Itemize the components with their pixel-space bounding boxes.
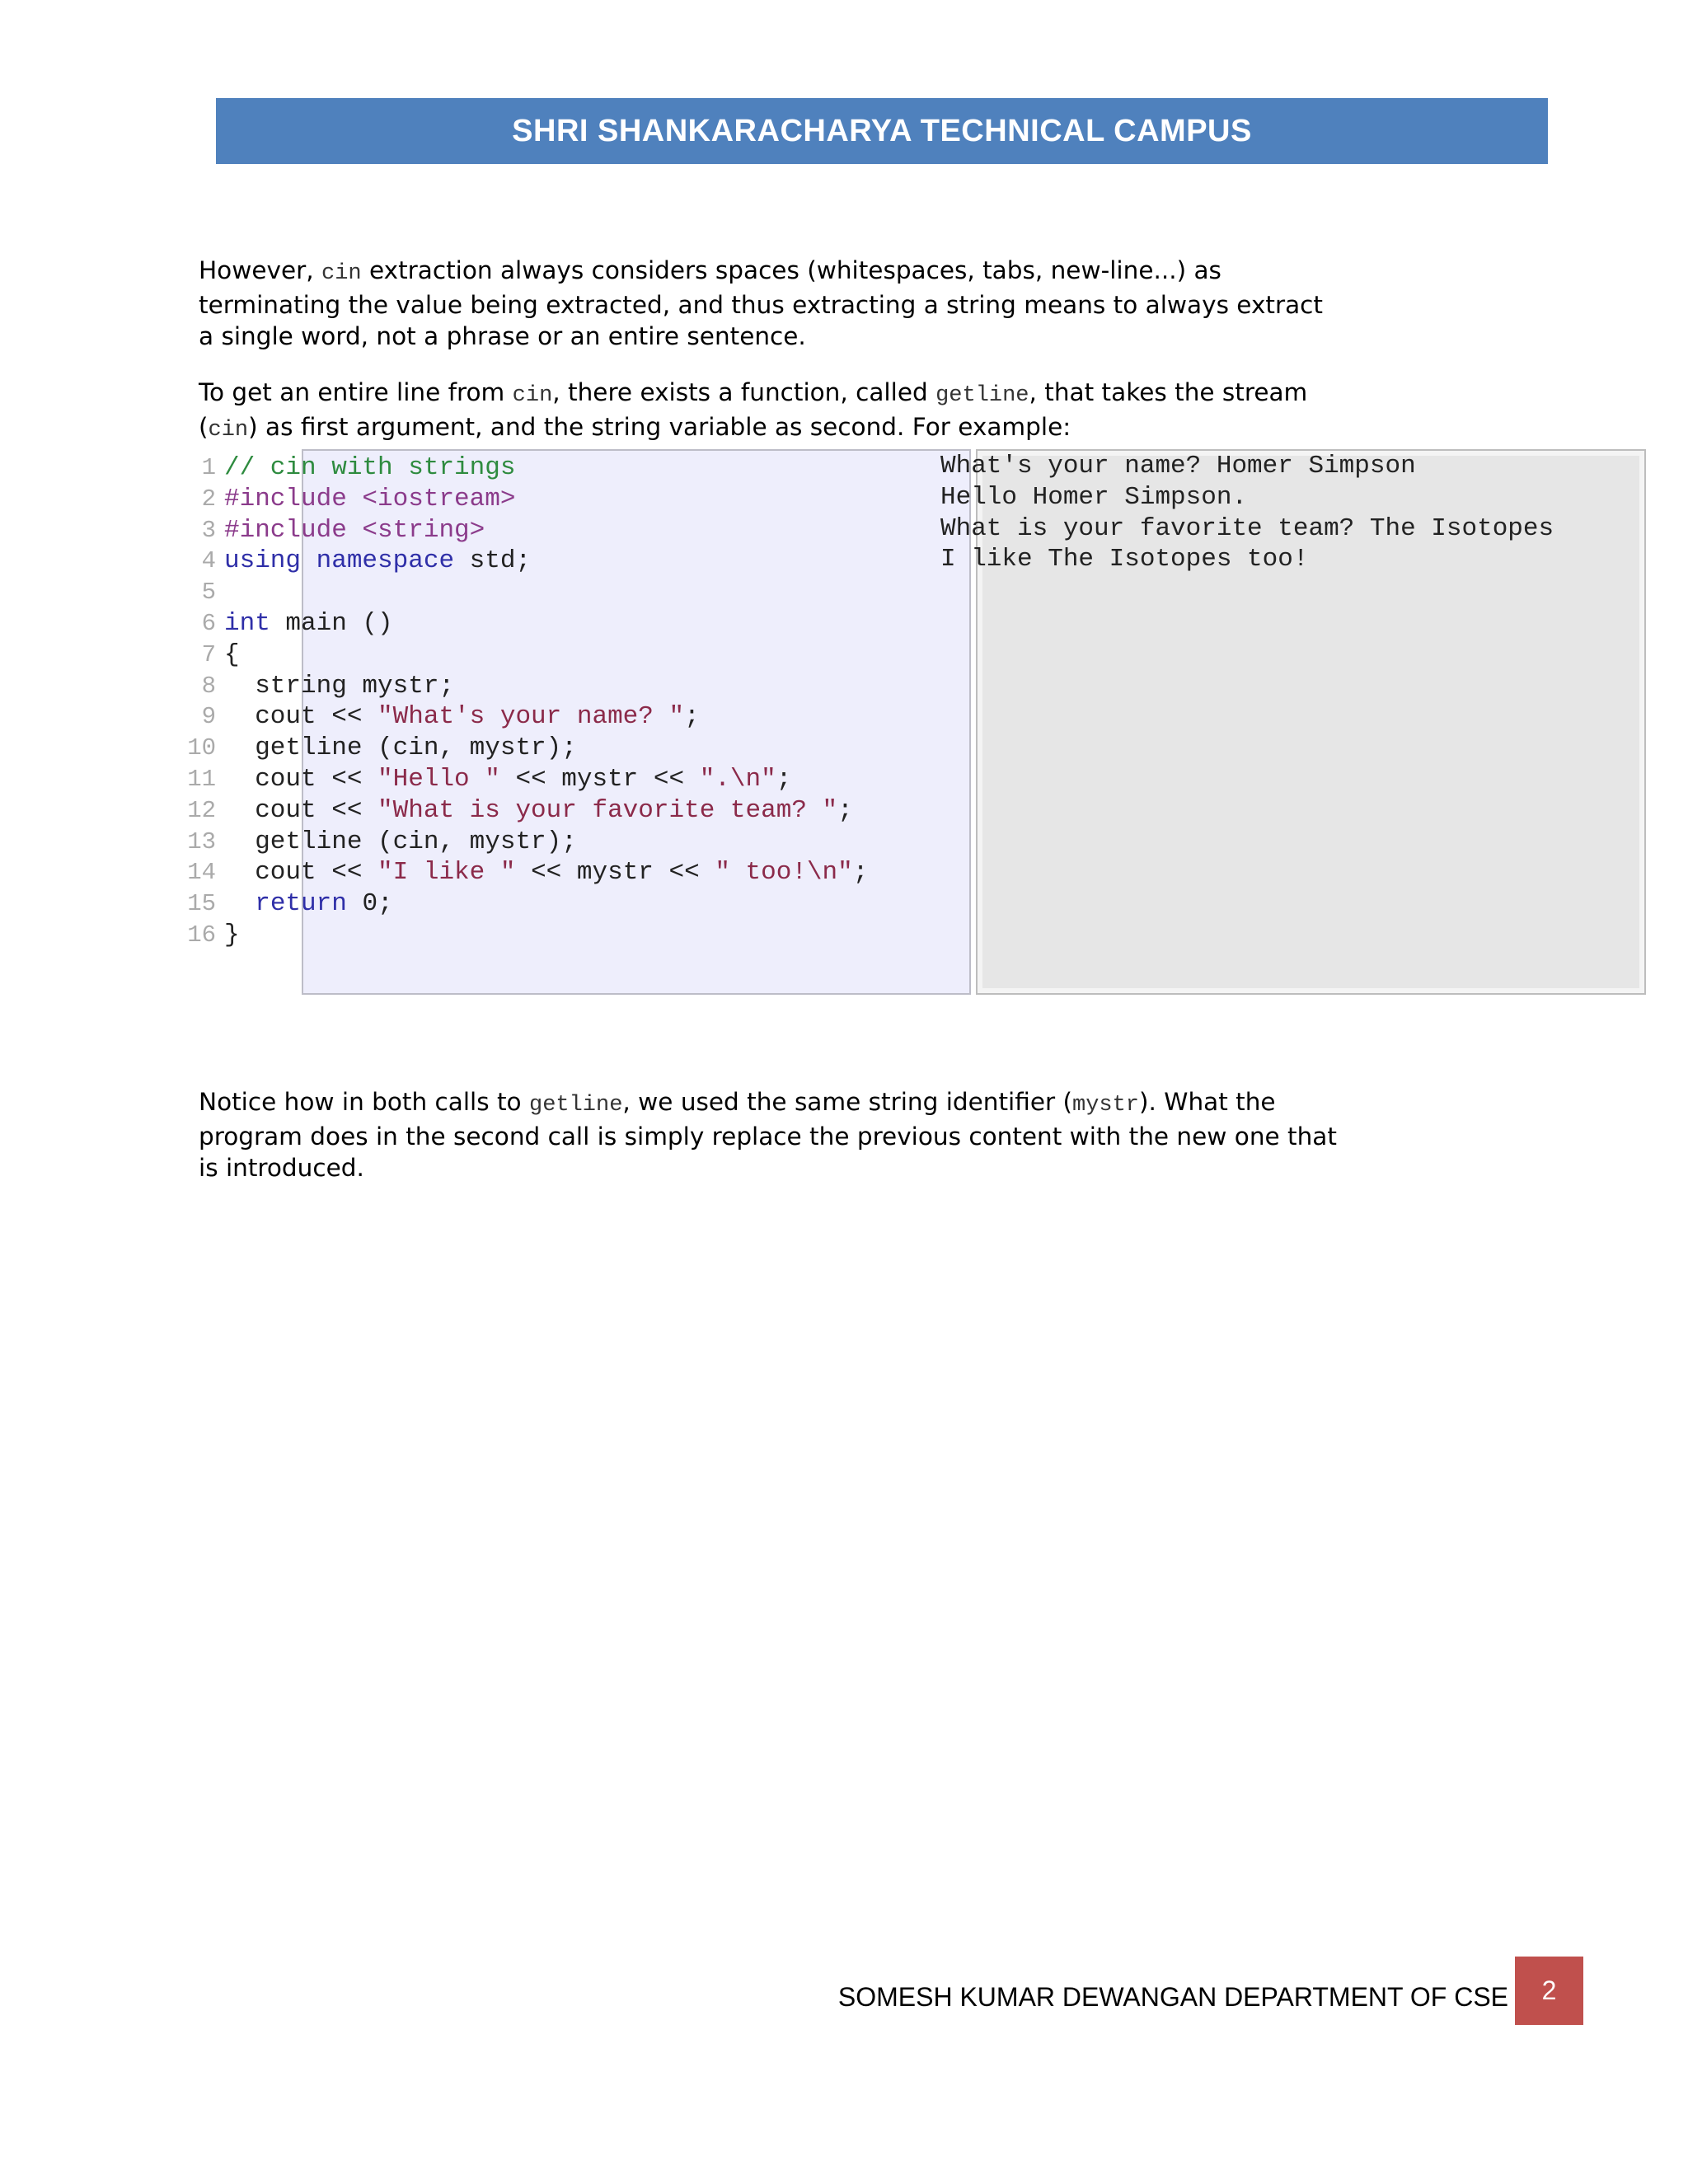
paragraph-getline-intro bbox=[199, 377, 1386, 446]
output-line: What's your name? Homer Simpson bbox=[940, 452, 1416, 480]
text-run: extraction always considers spaces (whitespaces, tabs, new-line...) as bbox=[361, 256, 1221, 284]
inline-code: cin bbox=[512, 383, 553, 408]
code-line bbox=[180, 827, 868, 858]
code-line bbox=[180, 920, 868, 951]
line-number: 12 bbox=[187, 796, 216, 824]
text-run: , we used the same string identifier ( bbox=[622, 1088, 1072, 1116]
inline-code: cin bbox=[208, 418, 249, 443]
page-header-banner bbox=[216, 98, 1548, 164]
code-directive: #include <string> bbox=[224, 515, 485, 545]
text-run: ( bbox=[199, 413, 209, 441]
code-string: "Hello " bbox=[377, 764, 500, 794]
inline-code: mystr bbox=[1072, 1093, 1140, 1118]
code-text: { bbox=[224, 640, 240, 669]
code-string: "I like " bbox=[377, 858, 516, 888]
paragraph-getline-notice bbox=[199, 1086, 1386, 1183]
code-line bbox=[180, 857, 868, 888]
code-text: string mystr; bbox=[224, 671, 455, 701]
code-text: getline (cin, mystr); bbox=[224, 733, 577, 763]
output-line: I like The Isotopes too! bbox=[940, 545, 1309, 574]
code-text: std; bbox=[454, 546, 532, 576]
code-text: << mystr << bbox=[499, 764, 700, 794]
code-directive: #include <iostream> bbox=[224, 484, 516, 513]
code-text: cout << bbox=[224, 764, 378, 794]
code-line bbox=[180, 608, 868, 640]
line-number: 15 bbox=[187, 890, 216, 918]
code-line bbox=[180, 764, 868, 795]
code-line bbox=[180, 484, 868, 515]
code-string: " too!\n" bbox=[715, 858, 853, 888]
program-output-lines bbox=[940, 451, 1554, 575]
code-text: ; bbox=[852, 858, 869, 888]
code-text: ; bbox=[776, 764, 792, 794]
code-comment: // cin with strings bbox=[224, 453, 516, 482]
inline-code: getline bbox=[935, 383, 1029, 408]
page-number: 2 bbox=[1541, 1975, 1557, 2005]
code-line bbox=[180, 888, 868, 920]
line-number: 5 bbox=[201, 579, 216, 607]
inline-code: cin bbox=[321, 261, 362, 286]
inline-code: getline bbox=[529, 1093, 623, 1118]
code-line bbox=[180, 640, 868, 671]
text-run: , there exists a function, called bbox=[552, 378, 936, 406]
code-text: cout << bbox=[224, 795, 378, 825]
code-text: getline (cin, mystr); bbox=[224, 827, 577, 856]
code-line bbox=[180, 515, 868, 546]
code-text: main () bbox=[270, 608, 393, 638]
code-string: "What's your name? " bbox=[377, 702, 685, 732]
line-number: 3 bbox=[201, 516, 216, 544]
line-number: 14 bbox=[187, 859, 216, 887]
line-number: 7 bbox=[201, 640, 216, 668]
code-line bbox=[180, 452, 868, 484]
code-string: "What is your favorite team? " bbox=[377, 795, 838, 825]
text-run: is introduced. bbox=[199, 1154, 364, 1182]
code-listing bbox=[180, 452, 868, 951]
text-run: ) as first argument, and the string variable as second. For example: bbox=[248, 413, 1071, 441]
text-run: ). What the bbox=[1139, 1088, 1276, 1116]
code-line bbox=[180, 701, 868, 733]
code-line bbox=[180, 577, 868, 608]
footer-author-department: SOMESH KUMAR DEWANGAN DEPARTMENT OF CSE bbox=[837, 1982, 1508, 2012]
code-keyword: using bbox=[224, 546, 302, 576]
code-text: } bbox=[224, 920, 240, 949]
code-keyword: int bbox=[224, 608, 270, 638]
output-line: What is your favorite team? The Isotopes bbox=[940, 513, 1554, 543]
page-number-badge bbox=[1515, 1957, 1583, 2025]
code-keyword: namespace bbox=[316, 546, 455, 576]
code-keyword: return bbox=[255, 889, 347, 919]
code-string: ".\n" bbox=[699, 764, 776, 794]
paragraph-cin-extraction bbox=[199, 255, 1386, 352]
code-text: ; bbox=[837, 795, 853, 825]
page-header-title: SHRI SHANKARACHARYA TECHNICAL CAMPUS bbox=[512, 113, 1252, 148]
line-number: 13 bbox=[187, 827, 216, 855]
code-line bbox=[180, 546, 868, 577]
code-text: cout << bbox=[224, 702, 378, 732]
code-text: cout << bbox=[224, 858, 378, 888]
code-line bbox=[180, 733, 868, 764]
text-run: Notice how in both calls to bbox=[199, 1088, 529, 1116]
text-run: a single word, not a phrase or an entire sentence. bbox=[199, 322, 806, 350]
text-run: terminating the value being extracted, and thus extracting a string means to always extract bbox=[199, 291, 1323, 319]
code-text: 0; bbox=[346, 889, 393, 919]
line-number: 16 bbox=[187, 921, 216, 949]
line-number: 10 bbox=[187, 734, 216, 762]
text-run: However, bbox=[199, 256, 321, 284]
output-line: Hello Homer Simpson. bbox=[940, 482, 1248, 512]
line-number: 6 bbox=[201, 609, 216, 637]
code-text bbox=[224, 889, 255, 918]
line-number: 4 bbox=[201, 547, 216, 575]
code-line bbox=[180, 795, 868, 827]
line-number: 1 bbox=[201, 454, 216, 481]
text-run: program does in the second call is simply replace the previous content with the new one that bbox=[199, 1122, 1337, 1151]
line-number: 8 bbox=[201, 672, 216, 700]
code-line bbox=[180, 671, 868, 702]
text-run: , that takes the stream bbox=[1029, 378, 1308, 406]
text-run: To get an entire line from bbox=[199, 378, 513, 406]
line-number: 9 bbox=[201, 703, 216, 731]
code-text bbox=[301, 546, 316, 575]
code-text: ; bbox=[684, 702, 700, 732]
line-number: 2 bbox=[201, 485, 216, 513]
line-number: 11 bbox=[187, 765, 216, 793]
code-text: << mystr << bbox=[515, 858, 715, 888]
